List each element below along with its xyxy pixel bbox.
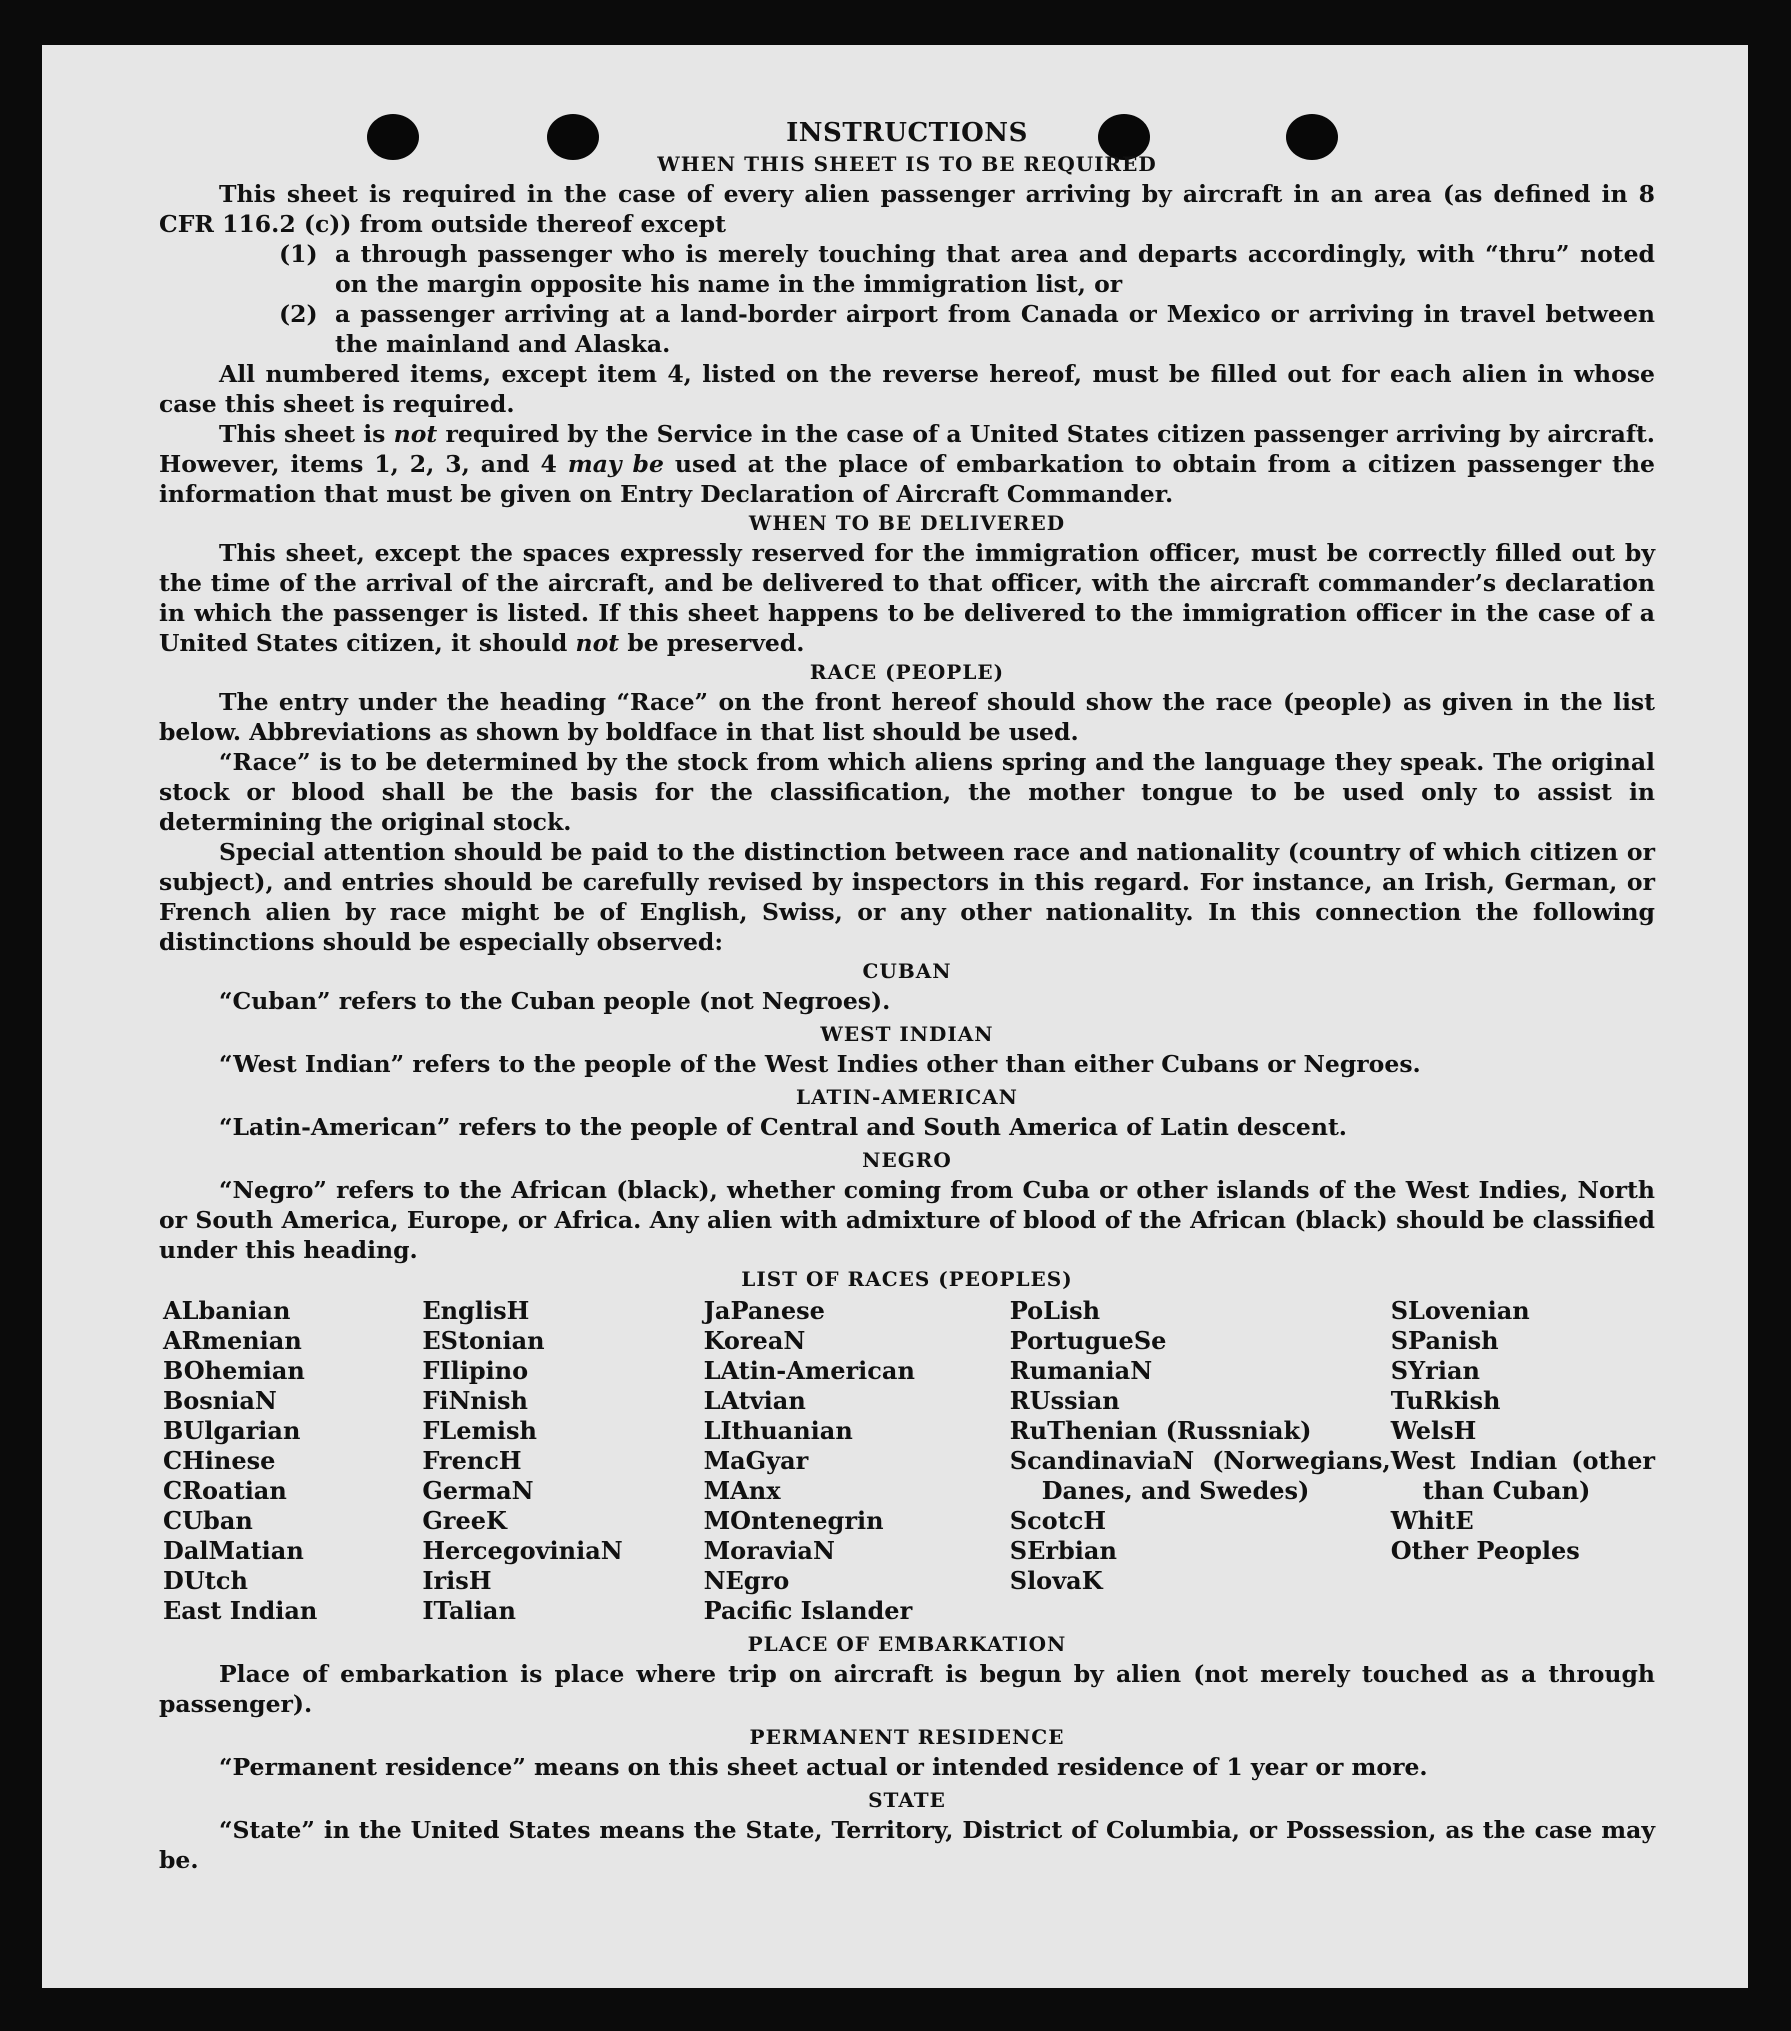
race-entry: MaGyar — [703, 1446, 809, 1475]
page-title: INSTRUCTIONS — [786, 118, 1028, 148]
race-entry: LAtin-American — [703, 1356, 915, 1385]
paragraph: “Cuban” refers to the Cuban people (not Negroes). — [219, 987, 891, 1015]
text: be preserved. — [619, 629, 805, 657]
race-entry: GreeK — [422, 1506, 507, 1535]
text: This sheet is — [219, 420, 394, 448]
paragraph: “West Indian” refers to the people of the West Indies other than either Cubans or Negroes. — [219, 1050, 1421, 1078]
list-item — [159, 239, 1655, 299]
race-entry: BUlgarian — [163, 1416, 301, 1445]
section-heading: WEST INDIAN — [820, 1022, 994, 1046]
race-entry: TuRkish — [1390, 1386, 1501, 1415]
race-list — [163, 1296, 1655, 1626]
paragraph: “Negro” refers to the African (black), whether coming from Cuba or other islands of the West Indies, North or South America, Europe, or Africa. Any alien with admixture of blood of the African (black) should be classified under this heading. — [159, 1176, 1655, 1264]
emphasis: not — [393, 420, 438, 448]
race-entry: SPanish — [1390, 1326, 1499, 1355]
section-heading: NEGRO — [862, 1148, 952, 1172]
paragraph: “Race” is to be determined by the stock from which aliens spring and the language they speak. The original stock or blood shall be the basis for the classification, the mother tongue to be used only to assist in determining the original stock. — [159, 748, 1655, 836]
race-entry: FrencH — [422, 1446, 522, 1475]
race-column — [422, 1296, 703, 1626]
paragraph: “Latin-American” refers to the people of Central and South America of Latin descent. — [219, 1113, 1347, 1141]
race-entry: FIlipino — [422, 1356, 529, 1385]
race-entry: PortugueSe — [1009, 1326, 1167, 1355]
race-entry: Pacific Islander — [703, 1596, 913, 1625]
race-entry: Other Peoples — [1390, 1536, 1580, 1565]
race-entry: CRoatian — [163, 1476, 287, 1505]
section-heading: PLACE OF EMBARKATION — [747, 1632, 1067, 1656]
instructions-text — [159, 116, 1655, 1875]
race-entry: FiNnish — [422, 1386, 528, 1415]
race-entry: CHinese — [163, 1446, 276, 1475]
race-entry: IrisH — [422, 1566, 492, 1595]
text: used at the place of embarkation to obtain from a citizen passenger the information that must be given on Entry Declaration of Aircraft Commander. — [159, 450, 1655, 508]
paragraph: Special attention should be paid to the distinction between race and nationality (country of which citizen or subject), and entries should be carefully revised by inspectors in this regard. For instance, an Irish, German, or French alien by race might be of English, Swiss, or any other nationality. In this connection the following distinctions should be especially observed: — [159, 838, 1655, 956]
race-column — [163, 1296, 422, 1626]
section-heading: LATIN-AMERICAN — [796, 1085, 1018, 1109]
section-heading: LIST OF RACES (PEOPLES) — [741, 1267, 1073, 1291]
text: This sheet, except the spaces expressly reserved for the immigration officer, must be correctly filled out by the time of the arrival of the aircraft, and be delivered to that officer, with the aircraft commander’s declaration in which the passenger is listed. If this sheet happens to be delivered to the immigration officer in the case of a United States citizen, it should — [159, 539, 1655, 657]
race-entry: ALbanian — [163, 1296, 291, 1325]
race-entry: ITalian — [422, 1596, 516, 1625]
race-column — [1391, 1296, 1655, 1626]
emphasis: may be — [567, 450, 664, 478]
race-entry: SlovaK — [1009, 1566, 1103, 1595]
race-entry: RumaniaN — [1009, 1356, 1153, 1385]
race-entry: FLemish — [422, 1416, 537, 1445]
race-entry: RuThenian (Russniak) — [1009, 1416, 1312, 1445]
list-item — [159, 299, 1655, 359]
race-entry: LIthuanian — [703, 1416, 853, 1445]
race-column — [1010, 1296, 1391, 1626]
emphasis: not — [575, 629, 620, 657]
race-entry: EnglisH — [422, 1296, 530, 1325]
text: required by the Service in the case of a United States citizen passenger arriving by aircraft. However, items 1, 2, 3, and 4 — [159, 420, 1655, 478]
paragraph: Place of embarkation is place where trip on aircraft is begun by alien (not merely touched as a through passenger). — [159, 1660, 1655, 1718]
item-text: a through passenger who is merely touching that area and departs accordingly, with “thru” noted on the margin opposite his name in the immigration list, or — [335, 240, 1655, 298]
paragraph: This sheet is required in the case of every alien passenger arriving by aircraft in an area (as defined in 8 CFR 116.2 (c)) from outside thereof except — [159, 180, 1655, 238]
race-entry: SLovenian — [1390, 1296, 1530, 1325]
race-entry: WelsH — [1390, 1416, 1477, 1445]
race-entry: RUssian — [1009, 1386, 1120, 1415]
race-entry: ARmenian — [163, 1326, 302, 1355]
race-entry: MAnx — [703, 1476, 781, 1505]
race-entry: HercegoviniaN — [422, 1536, 623, 1565]
paragraph — [159, 419, 1655, 509]
section-heading: CUBAN — [862, 959, 952, 983]
race-entry: DalMatian — [163, 1536, 304, 1565]
section-heading: WHEN THIS SHEET IS TO BE REQUIRED — [657, 152, 1157, 176]
race-entry: LAtvian — [703, 1386, 806, 1415]
race-entry: GermaN — [422, 1476, 534, 1505]
section-heading: STATE — [868, 1788, 946, 1812]
section-heading: PERMANENT RESIDENCE — [749, 1725, 1065, 1749]
paragraph — [159, 538, 1655, 658]
race-entry: KoreaN — [703, 1326, 806, 1355]
race-entry: CUban — [163, 1506, 253, 1535]
race-entry: BOhemian — [163, 1356, 305, 1385]
race-entry: BosniaN — [163, 1386, 277, 1415]
section-heading: RACE (PEOPLE) — [809, 660, 1005, 684]
race-entry: ScotcH — [1009, 1506, 1107, 1535]
item-number: (2) — [279, 300, 318, 328]
race-entry: ScandinaviaN (Norwegians, Danes, and Swedes) — [1009, 1446, 1391, 1505]
paragraph: All numbered items, except item 4, listed on the reverse hereof, must be filled out for each alien in whose case this sheet is required. — [159, 360, 1655, 418]
race-entry: MOntenegrin — [703, 1506, 884, 1535]
race-entry: EStonian — [422, 1326, 545, 1355]
race-entry: MoraviaN — [703, 1536, 835, 1565]
item-number: (1) — [279, 240, 318, 268]
item-text: a passenger arriving at a land-border airport from Canada or Mexico or arriving in travel between the mainland and Alaska. — [335, 300, 1655, 358]
race-entry: PoLish — [1009, 1296, 1101, 1325]
race-entry: SErbian — [1009, 1536, 1117, 1565]
race-entry: NEgro — [703, 1566, 790, 1595]
paragraph: “Permanent residence” means on this sheet actual or intended residence of 1 year or more. — [219, 1753, 1428, 1781]
race-entry: West Indian (other than Cuban) — [1390, 1446, 1656, 1505]
paragraph: The entry under the heading “Race” on the front hereof should show the race (people) as given in the list below. Abbreviations as shown by boldface in that list should be used. — [159, 688, 1655, 746]
race-entry: SYrian — [1390, 1356, 1480, 1385]
race-entry: East Indian — [163, 1596, 318, 1625]
race-entry: JaPanese — [703, 1296, 825, 1325]
race-entry: DUtch — [163, 1566, 248, 1595]
paragraph: “State” in the United States means the State, Territory, District of Columbia, or Possession, as the case may be. — [159, 1816, 1655, 1874]
section-heading: WHEN TO BE DELIVERED — [748, 511, 1066, 535]
race-entry: WhitE — [1390, 1506, 1474, 1535]
race-column — [704, 1296, 1010, 1626]
